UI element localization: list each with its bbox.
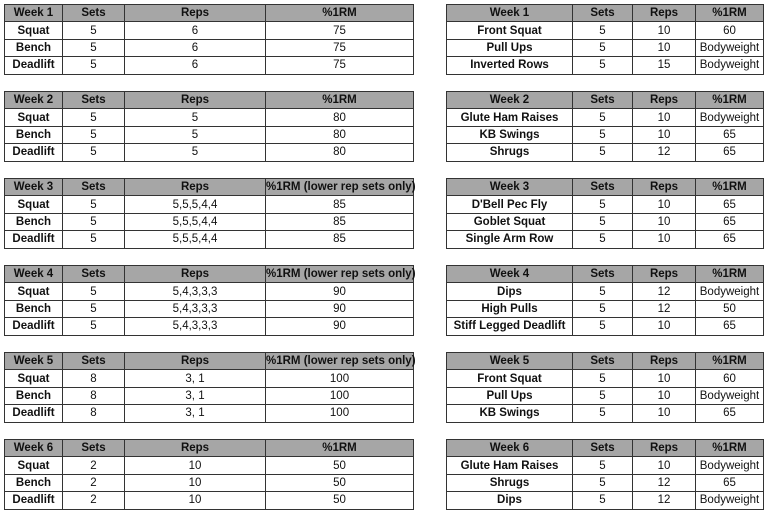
exercise-name: Shrugs bbox=[447, 474, 573, 491]
table-cell: 10 bbox=[633, 370, 696, 387]
table-row bbox=[447, 39, 764, 56]
table-row bbox=[447, 144, 764, 161]
column-header: Sets bbox=[573, 353, 633, 370]
table-row bbox=[447, 109, 764, 126]
exercise-name: Squat bbox=[5, 457, 63, 474]
table-row bbox=[447, 213, 764, 230]
column-header: Week 5 bbox=[5, 353, 63, 370]
table-cell: Bodyweight bbox=[696, 492, 764, 509]
table-cell: 8 bbox=[63, 387, 125, 404]
exercise-name: Shrugs bbox=[447, 144, 573, 161]
column-header: Sets bbox=[573, 5, 633, 22]
table-row bbox=[447, 474, 764, 491]
column-header: Reps bbox=[633, 5, 696, 22]
table-cell: 8 bbox=[63, 405, 125, 422]
table-cell: 12 bbox=[633, 492, 696, 509]
exercise-name: Front Squat bbox=[447, 22, 573, 39]
table-cell: 65 bbox=[696, 405, 764, 422]
right-week-2-table bbox=[446, 91, 764, 162]
table-cell: 5 bbox=[573, 22, 633, 39]
table-cell: 5 bbox=[125, 126, 266, 143]
left-week-5-table bbox=[4, 352, 414, 423]
exercise-name: Stiff Legged Deadlift bbox=[447, 318, 573, 335]
table-cell: 50 bbox=[266, 492, 414, 509]
table-cell: 5,4,3,3,3 bbox=[125, 283, 266, 300]
exercise-name: Deadlift bbox=[5, 231, 63, 248]
right-week-5-table bbox=[446, 352, 764, 423]
table-row bbox=[447, 196, 764, 213]
table-cell: 12 bbox=[633, 283, 696, 300]
table-cell: 90 bbox=[266, 300, 414, 317]
table-cell: 100 bbox=[266, 387, 414, 404]
table-cell: 75 bbox=[266, 39, 414, 56]
column-header: Sets bbox=[63, 5, 125, 22]
table-cell: Bodyweight bbox=[696, 457, 764, 474]
column-header: Reps bbox=[633, 179, 696, 196]
exercise-name: Glute Ham Raises bbox=[447, 457, 573, 474]
column-header: Reps bbox=[633, 353, 696, 370]
table-cell: 5 bbox=[63, 283, 125, 300]
exercise-name: Squat bbox=[5, 283, 63, 300]
table-cell: 10 bbox=[633, 39, 696, 56]
table-header-row bbox=[5, 179, 414, 196]
table-cell: 6 bbox=[125, 57, 266, 74]
table-row bbox=[447, 231, 764, 248]
exercise-name: Single Arm Row bbox=[447, 231, 573, 248]
table-header-row bbox=[5, 353, 414, 370]
column-header: Week 1 bbox=[5, 5, 63, 22]
table-cell: 5 bbox=[573, 144, 633, 161]
exercise-name: Squat bbox=[5, 370, 63, 387]
column-header: %1RM (lower rep sets only) bbox=[266, 353, 414, 370]
table-cell: 10 bbox=[125, 492, 266, 509]
table-cell: 50 bbox=[696, 300, 764, 317]
table-row bbox=[5, 300, 414, 317]
table-cell: 5 bbox=[63, 109, 125, 126]
column-header: %1RM bbox=[266, 440, 414, 457]
column-header: Week 2 bbox=[5, 92, 63, 109]
left-week-1-table bbox=[4, 4, 414, 75]
column-header: %1RM bbox=[696, 92, 764, 109]
column-header: Sets bbox=[63, 179, 125, 196]
table-cell: 85 bbox=[266, 213, 414, 230]
column-header: Sets bbox=[63, 440, 125, 457]
table-row bbox=[5, 492, 414, 509]
table-cell: 5 bbox=[573, 492, 633, 509]
table-cell: 3, 1 bbox=[125, 370, 266, 387]
table-cell: 5,4,3,3,3 bbox=[125, 300, 266, 317]
table-header-row bbox=[447, 353, 764, 370]
exercise-name: Deadlift bbox=[5, 318, 63, 335]
table-cell: 5 bbox=[573, 283, 633, 300]
table-cell: 80 bbox=[266, 144, 414, 161]
left-week-4-table bbox=[4, 265, 414, 336]
table-cell: 2 bbox=[63, 474, 125, 491]
exercise-name: Front Squat bbox=[447, 370, 573, 387]
table-cell: 5 bbox=[125, 109, 266, 126]
table-cell: 6 bbox=[125, 22, 266, 39]
table-row bbox=[5, 387, 414, 404]
column-header: Week 3 bbox=[447, 179, 573, 196]
table-row bbox=[447, 387, 764, 404]
table-cell: 100 bbox=[266, 370, 414, 387]
table-cell: 10 bbox=[633, 318, 696, 335]
column-header: Week 3 bbox=[5, 179, 63, 196]
exercise-name: Pull Ups bbox=[447, 387, 573, 404]
table-row bbox=[5, 22, 414, 39]
column-header: Week 6 bbox=[5, 440, 63, 457]
exercise-name: Deadlift bbox=[5, 57, 63, 74]
exercise-name: Squat bbox=[5, 22, 63, 39]
table-header-row bbox=[5, 5, 414, 22]
table-cell: 10 bbox=[633, 387, 696, 404]
table-header-row bbox=[5, 440, 414, 457]
table-cell: 5 bbox=[63, 57, 125, 74]
table-cell: 5 bbox=[63, 39, 125, 56]
table-row bbox=[5, 283, 414, 300]
exercise-name: KB Swings bbox=[447, 405, 573, 422]
table-row bbox=[447, 492, 764, 509]
table-cell: 2 bbox=[63, 492, 125, 509]
column-header: %1RM (lower rep sets only) bbox=[266, 179, 414, 196]
right-week-6-table bbox=[446, 439, 764, 510]
right-week-3-table bbox=[446, 178, 764, 249]
column-header: Sets bbox=[573, 179, 633, 196]
table-cell: Bodyweight bbox=[696, 109, 764, 126]
column-header: %1RM bbox=[696, 440, 764, 457]
table-row bbox=[5, 318, 414, 335]
exercise-name: KB Swings bbox=[447, 126, 573, 143]
table-cell: 5,5,5,4,4 bbox=[125, 196, 266, 213]
column-header: Reps bbox=[125, 353, 266, 370]
column-header: Reps bbox=[125, 92, 266, 109]
table-row bbox=[5, 144, 414, 161]
exercise-name: High Pulls bbox=[447, 300, 573, 317]
exercise-name: Deadlift bbox=[5, 492, 63, 509]
table-cell: 5 bbox=[63, 231, 125, 248]
table-cell: 5 bbox=[573, 318, 633, 335]
table-cell: 85 bbox=[266, 196, 414, 213]
table-header-row bbox=[447, 5, 764, 22]
table-row bbox=[5, 213, 414, 230]
column-header: Reps bbox=[633, 440, 696, 457]
table-row bbox=[5, 109, 414, 126]
table-row bbox=[5, 474, 414, 491]
table-cell: 5 bbox=[573, 231, 633, 248]
column-header: Sets bbox=[63, 92, 125, 109]
exercise-name: Dips bbox=[447, 283, 573, 300]
exercise-name: Deadlift bbox=[5, 405, 63, 422]
table-cell: 3, 1 bbox=[125, 405, 266, 422]
column-header: Week 4 bbox=[447, 266, 573, 283]
exercise-name: Bench bbox=[5, 213, 63, 230]
table-cell: 60 bbox=[696, 22, 764, 39]
column-header: Reps bbox=[125, 5, 266, 22]
left-week-6-table bbox=[4, 439, 414, 510]
table-cell: 60 bbox=[696, 370, 764, 387]
table-cell: 65 bbox=[696, 231, 764, 248]
table-header-row bbox=[447, 440, 764, 457]
table-cell: 5 bbox=[63, 213, 125, 230]
column-header: %1RM bbox=[696, 266, 764, 283]
table-cell: 3, 1 bbox=[125, 387, 266, 404]
table-cell: 15 bbox=[633, 57, 696, 74]
column-header: Reps bbox=[125, 179, 266, 196]
exercise-name: Dips bbox=[447, 492, 573, 509]
table-row bbox=[447, 283, 764, 300]
table-cell: 65 bbox=[696, 126, 764, 143]
table-row bbox=[5, 370, 414, 387]
table-cell: 10 bbox=[125, 474, 266, 491]
table-row bbox=[5, 196, 414, 213]
table-cell: 5 bbox=[63, 300, 125, 317]
table-row bbox=[5, 57, 414, 74]
table-cell: 5,4,3,3,3 bbox=[125, 318, 266, 335]
table-cell: 50 bbox=[266, 474, 414, 491]
table-cell: 12 bbox=[633, 300, 696, 317]
exercise-name: Squat bbox=[5, 196, 63, 213]
table-cell: 5 bbox=[63, 144, 125, 161]
column-header: Sets bbox=[573, 266, 633, 283]
table-cell: 10 bbox=[633, 405, 696, 422]
table-cell: 5,5,5,4,4 bbox=[125, 231, 266, 248]
table-cell: 50 bbox=[266, 457, 414, 474]
table-cell: Bodyweight bbox=[696, 57, 764, 74]
exercise-name: Bench bbox=[5, 126, 63, 143]
column-header: Reps bbox=[125, 440, 266, 457]
table-cell: 5 bbox=[125, 144, 266, 161]
table-cell: 90 bbox=[266, 318, 414, 335]
exercise-name: Squat bbox=[5, 109, 63, 126]
column-header: Reps bbox=[633, 92, 696, 109]
right-week-1-table bbox=[446, 4, 764, 75]
table-row bbox=[5, 231, 414, 248]
table-cell: 5 bbox=[573, 300, 633, 317]
table-cell: 10 bbox=[633, 196, 696, 213]
table-cell: 65 bbox=[696, 474, 764, 491]
table-cell: 65 bbox=[696, 144, 764, 161]
table-row bbox=[447, 318, 764, 335]
table-cell: 85 bbox=[266, 231, 414, 248]
table-row bbox=[447, 457, 764, 474]
table-cell: 5 bbox=[63, 22, 125, 39]
exercise-name: Bench bbox=[5, 474, 63, 491]
table-cell: 5 bbox=[573, 405, 633, 422]
table-cell: 5 bbox=[573, 213, 633, 230]
column-header: %1RM bbox=[266, 5, 414, 22]
table-header-row bbox=[5, 92, 414, 109]
table-cell: 5 bbox=[63, 196, 125, 213]
table-row bbox=[5, 39, 414, 56]
table-cell: 10 bbox=[125, 457, 266, 474]
table-row bbox=[447, 126, 764, 143]
table-cell: 75 bbox=[266, 57, 414, 74]
table-cell: 90 bbox=[266, 283, 414, 300]
table-header-row bbox=[447, 179, 764, 196]
table-row bbox=[5, 457, 414, 474]
table-cell: 5 bbox=[63, 318, 125, 335]
column-header: Week 6 bbox=[447, 440, 573, 457]
column-header: %1RM (lower rep sets only) bbox=[266, 266, 414, 283]
table-cell: 5 bbox=[63, 126, 125, 143]
left-week-2-table bbox=[4, 91, 414, 162]
table-row bbox=[447, 370, 764, 387]
column-header: Sets bbox=[573, 92, 633, 109]
table-row bbox=[447, 22, 764, 39]
exercise-name: Bench bbox=[5, 39, 63, 56]
table-row bbox=[5, 405, 414, 422]
table-cell: 80 bbox=[266, 126, 414, 143]
column-header: Sets bbox=[63, 353, 125, 370]
table-cell: Bodyweight bbox=[696, 283, 764, 300]
table-cell: 5 bbox=[573, 126, 633, 143]
table-cell: 10 bbox=[633, 22, 696, 39]
exercise-name: Bench bbox=[5, 387, 63, 404]
table-cell: 5 bbox=[573, 474, 633, 491]
table-cell: 10 bbox=[633, 457, 696, 474]
table-cell: 65 bbox=[696, 196, 764, 213]
column-header: Reps bbox=[633, 266, 696, 283]
table-cell: 65 bbox=[696, 318, 764, 335]
column-header: %1RM bbox=[696, 353, 764, 370]
table-cell: 8 bbox=[63, 370, 125, 387]
column-header: Sets bbox=[63, 266, 125, 283]
table-cell: 5 bbox=[573, 57, 633, 74]
table-row bbox=[5, 126, 414, 143]
table-cell: 5 bbox=[573, 370, 633, 387]
table-cell: Bodyweight bbox=[696, 387, 764, 404]
column-header: Week 2 bbox=[447, 92, 573, 109]
table-row bbox=[447, 57, 764, 74]
exercise-name: Glute Ham Raises bbox=[447, 109, 573, 126]
table-cell: 10 bbox=[633, 126, 696, 143]
table-cell: 5 bbox=[573, 387, 633, 404]
table-row bbox=[447, 405, 764, 422]
column-header: Reps bbox=[125, 266, 266, 283]
exercise-name: Deadlift bbox=[5, 144, 63, 161]
table-cell: 5,5,5,4,4 bbox=[125, 213, 266, 230]
table-row bbox=[447, 300, 764, 317]
exercise-name: Bench bbox=[5, 300, 63, 317]
table-cell: Bodyweight bbox=[696, 39, 764, 56]
table-cell: 10 bbox=[633, 109, 696, 126]
table-cell: 12 bbox=[633, 144, 696, 161]
column-header: Week 4 bbox=[5, 266, 63, 283]
exercise-name: Inverted Rows bbox=[447, 57, 573, 74]
column-header: %1RM bbox=[266, 92, 414, 109]
table-cell: 5 bbox=[573, 196, 633, 213]
table-cell: 75 bbox=[266, 22, 414, 39]
column-header: %1RM bbox=[696, 179, 764, 196]
table-header-row bbox=[5, 266, 414, 283]
table-cell: 2 bbox=[63, 457, 125, 474]
table-cell: 5 bbox=[573, 39, 633, 56]
exercise-name: D'Bell Pec Fly bbox=[447, 196, 573, 213]
table-cell: 6 bbox=[125, 39, 266, 56]
table-cell: 65 bbox=[696, 213, 764, 230]
column-header: Week 1 bbox=[447, 5, 573, 22]
table-cell: 10 bbox=[633, 231, 696, 248]
column-header: Sets bbox=[573, 440, 633, 457]
exercise-name: Goblet Squat bbox=[447, 213, 573, 230]
table-cell: 10 bbox=[633, 213, 696, 230]
right-week-4-table bbox=[446, 265, 764, 336]
table-header-row bbox=[447, 92, 764, 109]
table-cell: 12 bbox=[633, 474, 696, 491]
table-cell: 80 bbox=[266, 109, 414, 126]
table-cell: 5 bbox=[573, 457, 633, 474]
table-header-row bbox=[447, 266, 764, 283]
left-week-3-table bbox=[4, 178, 414, 249]
table-cell: 100 bbox=[266, 405, 414, 422]
column-header: Week 5 bbox=[447, 353, 573, 370]
column-header: %1RM bbox=[696, 5, 764, 22]
table-cell: 5 bbox=[573, 109, 633, 126]
exercise-name: Pull Ups bbox=[447, 39, 573, 56]
